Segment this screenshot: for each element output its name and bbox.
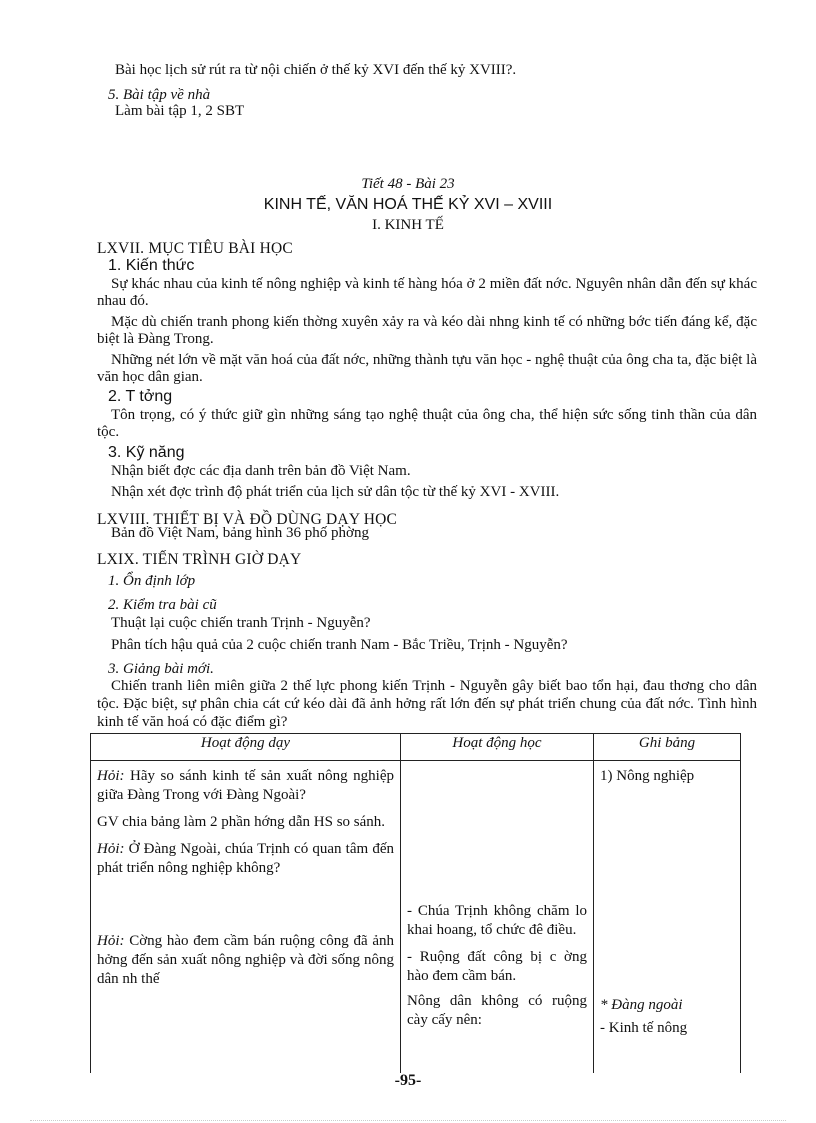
note-dang-ngoai: * Đàng ngoài [600,997,683,1013]
review-question-2: Phân tích hậu quả của 2 cuộc chiến tranh Nam - Bắc Triều, Trịnh - Nguyễn? [111,637,568,653]
lesson-intro-paragraph: Chiến tranh liên miên giữa 2 thế lực phong kiến Trịnh - Nguyễn gây biết bao tổn hại, đau thơng cho dân tộc. Đặc biệt, sự phân chia cát cứ kéo dài đã ảnh hởng rất lớn đến sự phát triển chung của đất nớc. Tình hình kinh tế văn hoá có đặc điểm gì? [97,678,757,730]
teach-item-2: GV chia bảng làm 2 phần hớng dẫn HS so sánh. [97,814,386,830]
learning-cell [401,761,594,1074]
period-label: Tiết 48 - Bài 23 [361,176,455,192]
page-title: KINH TẾ, VĂN HOÁ THẾ KỶ XVI – XVIII [263,196,553,213]
knowledge-paragraph-3: Những nét lớn về mặt văn hoá của đất nớc, những thành tựu văn học - nghệ thuật của ông cha ta, đặc biệt là văn học dân gian. [97,352,757,385]
question-label: Hỏi: [97,933,125,949]
knowledge-heading: 1. Kiến thức [108,257,195,274]
bottom-divider [30,1120,786,1121]
learn-item-2: - Ruộng đất công bị c ờng hào đem cầm bán. [407,949,587,984]
teach-item-3: Hỏi: Ở Đàng Ngoài, chúa Trịnh có quan tâm đến phát triển nông nghiệp không? [97,841,394,876]
step-check-old-lesson: 2. Kiểm tra bài cũ [108,597,217,613]
header-teaching: Hoạt động dạy [91,734,401,761]
header-learning: Hoạt động học [401,734,594,761]
skills-paragraph-2: Nhận xét đợc trình độ phát triển của lịch sử dân tộc từ thế kỷ XVI - XVIII. [111,484,560,500]
process-heading: LXIX. TIẾN TRÌNH GIỜ DẠY [97,551,302,568]
homework-heading: 5. Bài tập về nhà [108,87,211,103]
step-stabilize-class: 1. Ổn định lớp [108,573,196,589]
attitude-heading: 2. T tởng [108,388,173,405]
note-economy: - Kinh tế nông [600,1020,688,1036]
header-board-notes: Ghi bảng [594,734,741,761]
board-notes-cell [594,761,741,1074]
table-row [91,761,741,1074]
note-agriculture: 1) Nông nghiệp [600,768,695,784]
review-question-1: Thuật lại cuộc chiến tranh Trịnh - Nguyễn? [111,615,371,631]
page-number: -95- [394,1072,422,1089]
homework-text: Làm bài tập 1, 2 SBT [115,103,245,119]
teach-item-1: Hỏi: Hãy so sánh kinh tế sản xuất nông nghiệp giữa Đàng Trong với Đàng Ngoài? [97,768,394,803]
skills-heading: 3. Kỹ năng [108,444,185,461]
page-subtitle: I. KINH TẾ [372,217,444,233]
equipment-heading: LXVIII. THIẾT BỊ VÀ ĐỒ DÙNG DẠY HỌC [97,511,398,528]
teach-item-4: Hỏi: Cờng hào đem cầm bán ruộng công đã ảnh hởng đến sản xuất nông nghiệp và đời sống nông dân nh thế [97,933,394,987]
attitude-paragraph: Tôn trọng, có ý thức giữ gìn những sáng tạo nghệ thuật của ông cha, thể hiện sức sống tinh thần của dân tộc. [97,407,757,440]
learn-item-1: - Chúa Trịnh không chăm lo khai hoang, tổ chức đê điều. [407,903,587,938]
learn-item-3: Nông dân không có ruộng cày cấy nên: [407,993,587,1028]
teaching-cell [91,761,401,1074]
skills-paragraph-1: Nhận biết đợc các địa danh trên bản đồ Việt Nam. [111,463,411,479]
knowledge-paragraph-2: Mặc dù chiến tranh phong kiến thờng xuyên xảy ra và kéo dài nhng kinh tế có những bớc tiến đáng kể, đặc biệt là Đàng Trong. [97,314,757,347]
objectives-heading: LXVII. MỤC TIÊU BÀI HỌC [97,240,293,257]
equipment-text: Bản đồ Việt Nam, bảng hình 36 phố phờng [111,525,369,541]
lesson-question: Bài học lịch sử rút ra từ nội chiến ở thế kỷ XVI đến thế kỷ XVIII?. [115,62,517,78]
table-header-row [91,734,741,761]
knowledge-paragraph-1: Sự khác nhau của kinh tế nông nghiệp và kinh tế hàng hóa ở 2 miền đất nớc. Nguyên nhân dẫn đến sự khác nhau đó. [97,276,757,309]
question-label: Hỏi: [97,841,125,857]
activity-table [90,733,741,1073]
question-label: Hỏi: [97,768,125,784]
step-new-lesson: 3. Giảng bài mới. [108,661,214,677]
